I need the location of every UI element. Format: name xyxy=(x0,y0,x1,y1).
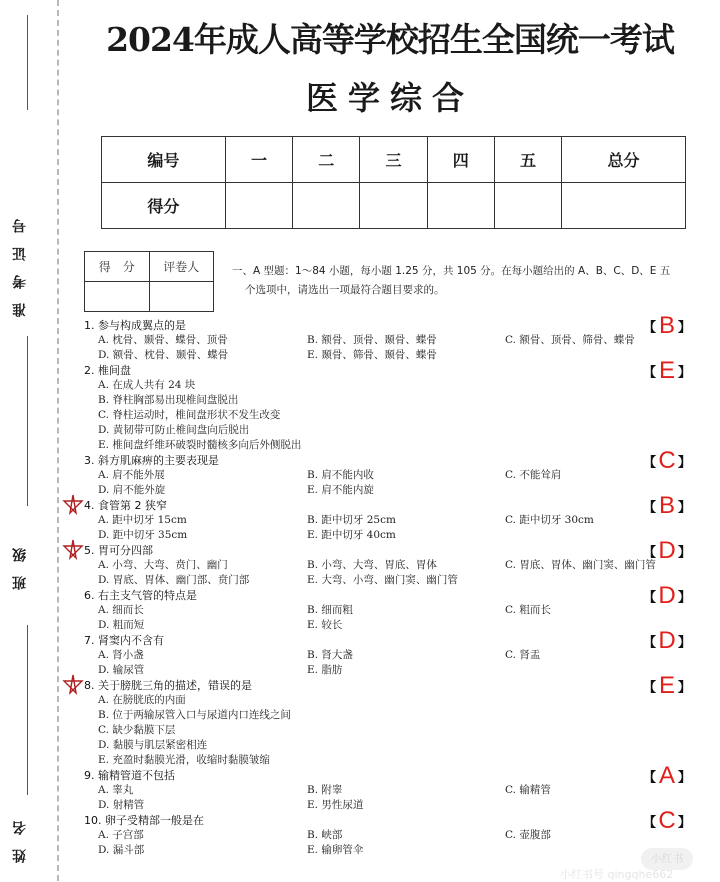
option-row xyxy=(84,798,704,813)
question-stem: 9. 输精管道不包括 xyxy=(84,769,175,782)
bracket-open: 【 xyxy=(643,455,657,471)
answer-option[interactable]: C. 额骨、顶骨、筛骨、蝶骨 xyxy=(505,334,635,346)
bracket-open: 【 xyxy=(643,815,657,831)
question-stem: 1. 参与构成翼点的是 xyxy=(84,319,186,332)
answer-option[interactable]: E. 距中切牙 40cm xyxy=(307,529,396,541)
bracket-open: 【 xyxy=(643,320,657,336)
answer-option[interactable]: D. 黏膜与肌层紧密相连 xyxy=(98,739,208,751)
option-row xyxy=(84,468,704,483)
bracket-close: 】 xyxy=(678,455,692,471)
bracket-open: 【 xyxy=(643,545,657,561)
bracket-open: 【 xyxy=(643,590,657,606)
exam-subject: 医学综合 xyxy=(305,79,474,117)
bracket-close: 】 xyxy=(678,815,692,831)
option-row xyxy=(84,333,704,348)
margin-rule-mid xyxy=(27,336,28,506)
answer-option[interactable]: E. 肩不能内旋 xyxy=(307,484,374,496)
bracket-close: 】 xyxy=(678,320,692,336)
answer-option[interactable]: C. 粗而长 xyxy=(505,604,551,616)
answer-letter: E xyxy=(659,672,676,699)
star-mark-icon xyxy=(62,539,84,561)
question-item xyxy=(84,537,704,588)
question-stem: 3. 斜方肌麻痹的主要表现是 xyxy=(84,454,219,467)
question-item xyxy=(84,357,704,453)
answer-option[interactable]: B. 肾大盏 xyxy=(307,649,353,661)
score-cell[interactable] xyxy=(293,183,360,229)
answer-option[interactable]: E. 输卵管伞 xyxy=(307,844,364,856)
instructions-line-1: 一、A 型题：1～84 小题，每小题 1.25 分，共 105 分。在每小题给出的 A、B、C、D、E 五 xyxy=(232,265,671,277)
question-item xyxy=(84,672,704,768)
question-item xyxy=(84,762,704,813)
score-header-cell: 四 xyxy=(427,137,494,183)
answer-option[interactable]: B. 细而粗 xyxy=(307,604,353,616)
answer-letter: C xyxy=(658,447,676,474)
option-row xyxy=(84,513,704,528)
bracket-open: 【 xyxy=(643,365,657,381)
score-table-score-row xyxy=(102,183,686,229)
answer-option[interactable]: C. 脊柱运动时，椎间盘形状不发生改变 xyxy=(98,409,281,421)
answer-option[interactable]: C. 肾盂 xyxy=(505,649,541,661)
answer-letter: E xyxy=(659,357,676,384)
score-table xyxy=(101,136,686,229)
answer-letter: D xyxy=(658,537,676,564)
question-stem: 4. 食管第 2 狭窄 xyxy=(84,499,167,512)
option-row xyxy=(84,843,704,858)
section-instructions xyxy=(232,262,702,300)
answer-option[interactable]: D. 肩不能外旋 xyxy=(98,484,166,496)
bracket-open: 【 xyxy=(643,635,657,651)
answer-option[interactable]: B. 小弯、大弯、胃底、胃体 xyxy=(307,559,437,571)
answer-option[interactable]: E. 椎间盘纤维环破裂时髓核多向后外侧脱出 xyxy=(98,439,302,451)
answer-option[interactable]: C. 胃底、胃体、幽门窦、幽门管 xyxy=(505,559,656,571)
question-stem: 5. 胃可分四部 xyxy=(84,544,153,557)
handwritten-answer xyxy=(643,537,692,564)
answer-option[interactable]: E. 脂肪 xyxy=(307,664,343,676)
option-row xyxy=(84,648,704,663)
star-mark-icon xyxy=(62,674,84,696)
grader-score-label: 得 分 xyxy=(85,252,150,282)
grader-name-label: 评卷人 xyxy=(149,252,214,282)
answer-option[interactable]: B. 峡部 xyxy=(307,829,343,841)
name-label: 姓名 xyxy=(12,807,28,863)
margin-rule-low xyxy=(27,625,28,795)
watermark-badge: 小红书 xyxy=(641,848,693,870)
answer-option[interactable]: A. 肾小盏 xyxy=(98,649,144,661)
grader-name-cell[interactable] xyxy=(149,282,214,312)
answer-option[interactable]: A. 距中切牙 15cm xyxy=(98,514,187,526)
answer-option[interactable]: D. 输尿管 xyxy=(98,664,145,676)
score-row-label: 得分 xyxy=(102,183,226,229)
option-row xyxy=(84,573,704,588)
score-header-cell: 一 xyxy=(225,137,292,183)
answer-option[interactable]: C. 缺少黏膜下层 xyxy=(98,724,176,736)
option-row xyxy=(84,348,704,363)
answer-option[interactable]: C. 输精管 xyxy=(505,784,551,796)
bracket-close: 】 xyxy=(678,545,692,561)
score-cell[interactable] xyxy=(427,183,494,229)
answer-option[interactable]: A. 小弯、大弯、贲门、幽门 xyxy=(98,559,228,571)
margin-rule-top xyxy=(27,15,28,110)
exam-title: 2024年成人高等学校招生全国统一考试 xyxy=(106,20,674,59)
handwritten-answer xyxy=(643,807,692,834)
option-row xyxy=(84,603,704,618)
answer-letter: A xyxy=(659,762,676,789)
answer-option[interactable]: B. 肩不能内收 xyxy=(307,469,374,481)
answer-option[interactable]: A. 在成人共有 24 块 xyxy=(98,379,196,391)
question-item xyxy=(84,627,704,678)
answer-option[interactable]: E. 较长 xyxy=(307,619,343,631)
answer-letter: C xyxy=(658,807,676,834)
answer-option[interactable]: B. 附睾 xyxy=(307,784,343,796)
answer-option[interactable]: D. 漏斗部 xyxy=(98,844,145,856)
score-cell[interactable] xyxy=(494,183,561,229)
handwritten-answer xyxy=(643,357,692,384)
answer-letter: B xyxy=(659,492,676,519)
handwritten-answer xyxy=(643,627,692,654)
answer-letter: D xyxy=(658,582,676,609)
question-item xyxy=(84,447,704,498)
answer-option[interactable]: D. 额骨、枕骨、颞骨、蝶骨 xyxy=(98,349,229,361)
bracket-open: 【 xyxy=(643,770,657,786)
answer-option[interactable]: D. 黄韧带可防止椎间盘向后脱出 xyxy=(98,424,250,436)
answer-letter: B xyxy=(659,312,676,339)
score-cell[interactable] xyxy=(360,183,427,229)
handwritten-answer xyxy=(643,672,692,699)
question-item xyxy=(84,582,704,633)
bracket-close: 】 xyxy=(678,500,692,516)
answer-option[interactable]: C. 距中切牙 30cm xyxy=(505,514,594,526)
question-stem: 10. 卵子受精部一般是在 xyxy=(84,814,204,827)
answer-option[interactable]: C. 不能耸肩 xyxy=(505,469,562,481)
score-header-cell: 编号 xyxy=(102,137,226,183)
question-item xyxy=(84,312,704,363)
bracket-open: 【 xyxy=(643,500,657,516)
watermark-text: 小红书号 qingqhe662 xyxy=(560,868,674,881)
answer-option[interactable]: A. 枕骨、颞骨、蝶骨、顶骨 xyxy=(98,334,228,346)
handwritten-answer xyxy=(643,312,692,339)
answer-option[interactable]: E. 颞骨、筛骨、颞骨、蝶骨 xyxy=(307,349,437,361)
question-stem: 6. 右主支气管的特点是 xyxy=(84,589,197,602)
answer-option[interactable]: D. 射精管 xyxy=(98,799,145,811)
option-row xyxy=(84,618,704,633)
score-header-cell: 五 xyxy=(494,137,561,183)
score-header-cell: 三 xyxy=(360,137,427,183)
option-row xyxy=(84,483,704,498)
handwritten-answer xyxy=(643,582,692,609)
score-table-header-row xyxy=(102,137,686,183)
exam-id-label: 准考证号 xyxy=(12,205,28,317)
answer-option[interactable]: D. 距中切牙 35cm xyxy=(98,529,188,541)
answer-option[interactable]: A. 肩不能外展 xyxy=(98,469,165,481)
bracket-close: 】 xyxy=(678,590,692,606)
question-stem: 7. 肾窦内不含有 xyxy=(84,634,164,647)
score-header-cell: 总分 xyxy=(562,137,686,183)
option-row xyxy=(84,528,704,543)
bracket-close: 】 xyxy=(678,635,692,651)
score-cell[interactable] xyxy=(225,183,292,229)
answer-option[interactable]: B. 脊柱胸部易出现椎间盘脱出 xyxy=(98,394,239,406)
question-item xyxy=(84,492,704,543)
question-stem: 2. 椎间盘 xyxy=(84,364,131,377)
option-row xyxy=(84,783,704,798)
question-stem: 8. 关于膀胱三角的描述，错误的是 xyxy=(84,679,252,692)
answer-option[interactable]: A. 在膀胱底的内面 xyxy=(98,694,186,706)
answer-option[interactable]: B. 额骨、顶骨、颞骨、蝶骨 xyxy=(307,334,437,346)
bracket-close: 】 xyxy=(678,365,692,381)
class-label: 班级 xyxy=(12,534,28,590)
answer-option[interactable]: B. 距中切牙 25cm xyxy=(307,514,396,526)
score-cell[interactable] xyxy=(562,183,686,229)
answer-option[interactable]: A. 细而长 xyxy=(98,604,144,616)
handwritten-answer xyxy=(643,762,692,789)
option-row xyxy=(84,663,704,678)
answer-option[interactable]: E. 大弯、小弯、幽门窦、幽门管 xyxy=(307,574,458,586)
answer-option[interactable]: E. 男性尿道 xyxy=(307,799,364,811)
score-header-cell: 二 xyxy=(293,137,360,183)
grader-table xyxy=(84,251,214,312)
answer-option[interactable]: D. 胃底、胃体、幽门部、贲门部 xyxy=(98,574,250,586)
bracket-open: 【 xyxy=(643,680,657,696)
instructions-line-2: 个选项中，请选出一项最符合题目要求的。 xyxy=(245,284,445,296)
option-row xyxy=(84,558,704,573)
bracket-close: 】 xyxy=(678,770,692,786)
answer-letter: D xyxy=(658,627,676,654)
handwritten-answer xyxy=(643,492,692,519)
answer-option[interactable]: A. 子宫部 xyxy=(98,829,144,841)
option-row xyxy=(84,828,704,843)
answer-option[interactable]: A. 睾丸 xyxy=(98,784,134,796)
answer-option[interactable]: B. 位于两输尿管入口与尿道内口连线之间 xyxy=(98,709,291,721)
answer-option[interactable]: E. 充盈时黏膜光滑，收缩时黏膜皱缩 xyxy=(98,754,270,766)
star-mark-icon xyxy=(62,494,84,516)
question-list xyxy=(84,312,704,858)
answer-option[interactable]: D. 粗而短 xyxy=(98,619,145,631)
answer-option[interactable]: C. 壶腹部 xyxy=(505,829,551,841)
binding-dash-line xyxy=(57,0,59,881)
grader-score-cell[interactable] xyxy=(85,282,150,312)
handwritten-answer xyxy=(643,447,692,474)
question-item xyxy=(84,807,704,858)
bracket-close: 】 xyxy=(678,680,692,696)
